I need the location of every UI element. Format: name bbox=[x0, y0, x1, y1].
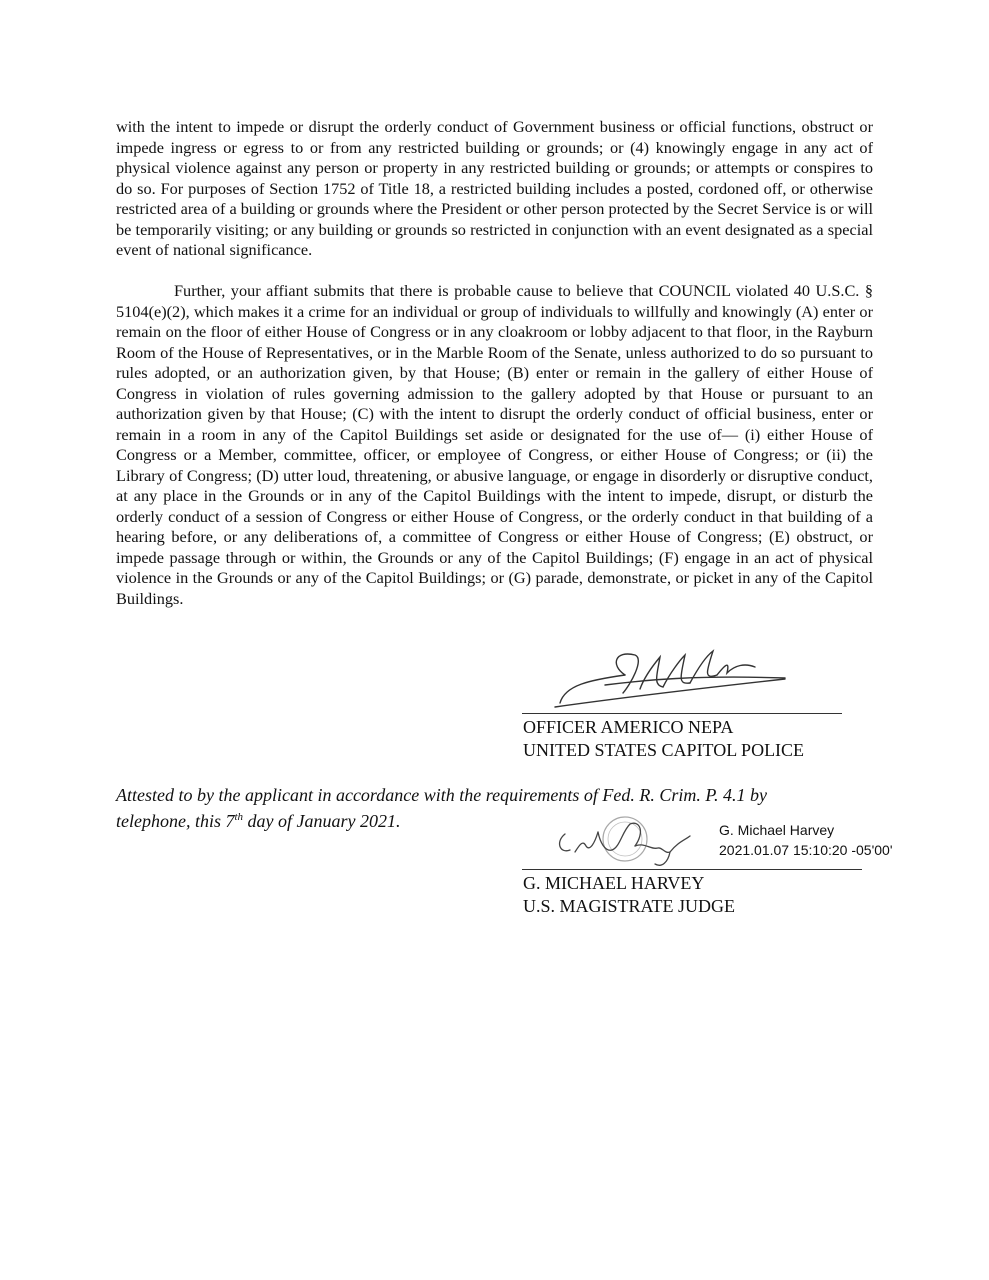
digital-signer: G. Michael Harvey bbox=[719, 822, 835, 838]
judge-signature-block bbox=[523, 872, 735, 918]
judge-signature-line bbox=[522, 869, 862, 870]
attestation-ordinal-suffix: th bbox=[234, 811, 244, 823]
officer-agency: UNITED STATES CAPITOL POLICE bbox=[523, 740, 805, 760]
officer-signature-block bbox=[523, 716, 804, 762]
judge-signature bbox=[550, 812, 700, 872]
digital-signature-stamp bbox=[719, 820, 893, 860]
judge-title: U.S. MAGISTRATE JUDGE bbox=[523, 896, 736, 916]
officer-signature bbox=[545, 645, 845, 715]
officer-signature-line bbox=[522, 713, 842, 714]
paragraph-statute-5104: Further, your affiant submits that there is probable cause to believe that COUNCIL violated 40 U.S.C. § 5104(e)(2), which makes it a crime for an individual or group of individuals to willfully and knowingly (A) enter or remain on the floor of either House of Congress or in any cloakroom or lobby adjacent to that floor, in the Rayburn Room of the House of Representatives, or in the Marble Room of the Senate, unless authorized to do so pursuant to rules adopted, or an authorization given, by that House; (B) enter or remain in the gallery of either House of Congress in violation of rules governing admission to the gallery adopted by that House or pursuant to an authorization given by that House; (C) with the intent to disrupt the orderly conduct of official business, enter or remain in a room in any of the Capitol Buildings set aside or designated for the use of— (i) either House of Congress or a Member, committee, officer, or employee of Congress, or either House of Congress; or (ii) the Library of Congress; (D) utter loud, threatening, or abusive language, or engage in disorderly or disruptive conduct, at any place in the Grounds or in any of the Capitol Buildings with the intent to impede, disrupt, or disturb the orderly conduct of a session of Congress or either House of Congress, or the orderly conduct in that building of a hearing before, or any deliberations of, a committee of Congress or either House of Congress; (E) obstruct, or impede passage through or within, the Grounds or any of the Capitol Buildings; (F) engage in an act of physical violence in the Grounds or any of the Capitol Buildings; or (G) parade, demonstrate, or picket in any of the Capitol Buildings. bbox=[116, 281, 873, 608]
paragraph-statute-1752: with the intent to impede or disrupt the orderly conduct of Government business or official functions, obstruct or impede ingress or egress to or from any restricted building or grounds; or (4) knowingly engage in any act of physical violence against any person or property in any restricted building or grounds; or attempts or conspires to do so. For purposes of Section 1752 of Title 18, a restricted building includes a posted, cordoned off, or otherwise restricted area of a building or grounds where the President or other person protected by the Secret Service is or will be temporarily visiting; or any building or grounds so restricted in conjunction with an event designated as a special event of national significance. bbox=[116, 117, 873, 259]
digital-timestamp: 2021.01.07 15:10:20 -05'00' bbox=[719, 842, 893, 858]
officer-name: OFFICER AMERICO NEPA bbox=[523, 717, 734, 737]
attestation-text: Attested to by the applicant in accordance with the requirements of Fed. R. Crim. P. 4.1 by telephone, this 7 bbox=[116, 785, 768, 831]
judge-name: G. MICHAEL HARVEY bbox=[523, 873, 705, 893]
attestation-date-text: day of January 2021. bbox=[243, 811, 401, 831]
